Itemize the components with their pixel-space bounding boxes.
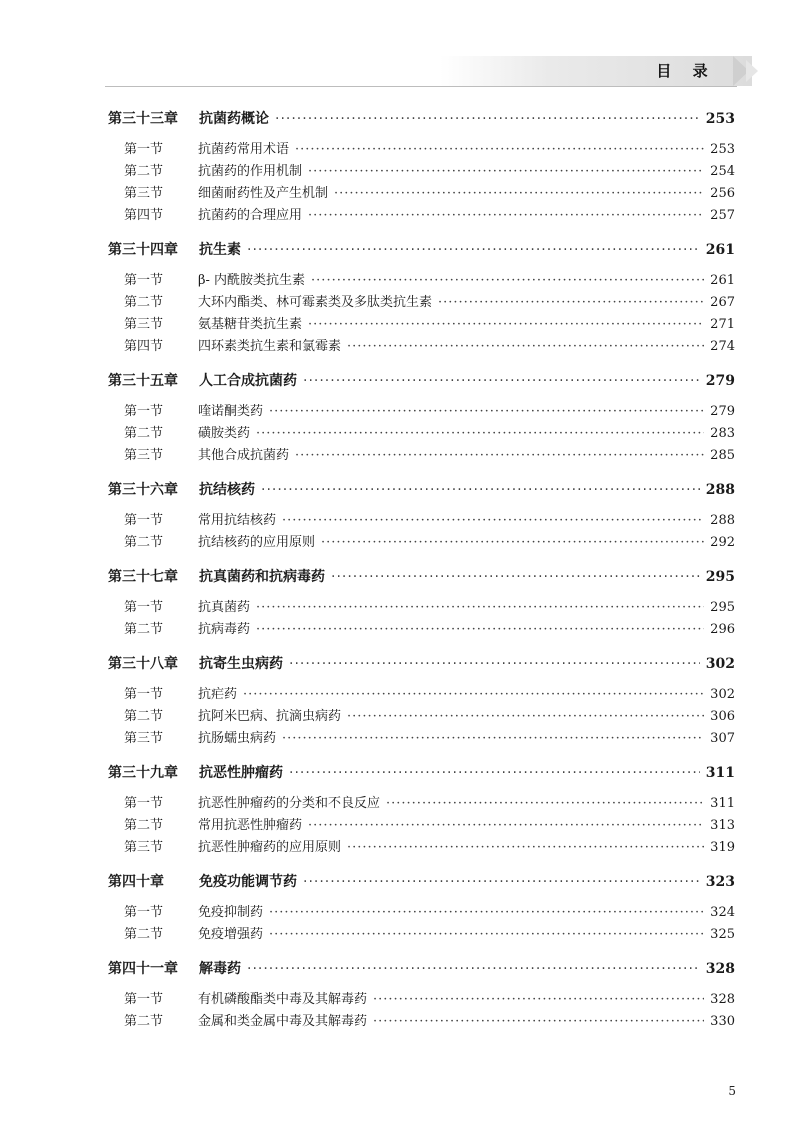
section-number: 第一节 <box>124 273 164 288</box>
chapter-title: 抗生素 <box>199 242 241 258</box>
section-entry[interactable] <box>108 597 735 619</box>
tab-arrow-highlight-icon <box>746 60 758 82</box>
dot-leader <box>303 368 700 394</box>
chapter-number: 第三十八章 <box>108 656 178 672</box>
section-page: 307 <box>710 731 735 746</box>
section-title: 有机磷酸酯类中毒及其解毒药 <box>198 992 368 1007</box>
section-number: 第二节 <box>124 535 164 550</box>
dot-leader <box>295 445 704 467</box>
section-entry[interactable] <box>108 815 735 837</box>
section-entry[interactable] <box>108 139 735 161</box>
section-number: 第二节 <box>124 709 164 724</box>
dot-leader <box>289 760 700 786</box>
chapter-page: 302 <box>705 656 735 672</box>
section-page: 271 <box>710 317 735 332</box>
chapter-title: 人工合成抗菌药 <box>199 373 297 389</box>
dot-leader <box>308 815 704 837</box>
section-entry[interactable] <box>108 837 735 859</box>
section-title: 大环内酯类、林可霉素类及多肽类抗生素 <box>198 295 433 310</box>
section-title: 抗恶性肿瘤药的分类和不良反应 <box>198 796 381 811</box>
chapter-entry[interactable] <box>108 477 735 503</box>
chapter-entry[interactable] <box>108 651 735 677</box>
dot-leader <box>438 292 704 314</box>
section-page: 285 <box>710 448 735 463</box>
section-title: 常用抗结核药 <box>198 513 277 528</box>
section-entry[interactable] <box>108 728 735 750</box>
page-number: 5 <box>728 1084 736 1098</box>
section-number: 第一节 <box>124 905 164 920</box>
section-number: 第一节 <box>124 992 164 1007</box>
chapter-title: 抗结核药 <box>199 482 255 498</box>
section-number: 第一节 <box>124 142 164 157</box>
chapter-block <box>108 237 735 358</box>
chapter-number: 第三十七章 <box>108 569 178 585</box>
dot-leader <box>347 706 704 728</box>
section-number: 第一节 <box>124 404 164 419</box>
section-number: 第一节 <box>124 600 164 615</box>
dot-leader <box>269 924 704 946</box>
dot-leader <box>308 314 704 336</box>
section-number: 第四节 <box>124 208 164 223</box>
section-number: 第三节 <box>124 448 164 463</box>
section-page: 283 <box>710 426 735 441</box>
chapter-title: 抗菌药概论 <box>199 111 269 127</box>
section-entry[interactable] <box>108 270 735 292</box>
section-entry[interactable] <box>108 183 735 205</box>
section-title: 免疫增强药 <box>198 927 264 942</box>
section-number: 第三节 <box>124 731 164 746</box>
section-title: 抗菌药的作用机制 <box>198 164 303 179</box>
dot-leader <box>256 597 704 619</box>
dot-leader <box>321 532 704 554</box>
section-page: 256 <box>710 186 735 201</box>
section-title: 其他合成抗菌药 <box>198 448 290 463</box>
section-page: 254 <box>710 164 735 179</box>
section-page: 311 <box>710 796 735 811</box>
section-entry[interactable] <box>108 205 735 227</box>
chapter-block <box>108 368 735 467</box>
chapter-number: 第四十章 <box>108 874 164 890</box>
section-number: 第四节 <box>124 339 164 354</box>
section-page: 330 <box>710 1014 735 1029</box>
chapter-number: 第四十一章 <box>108 961 178 977</box>
section-page: 253 <box>710 142 735 157</box>
chapter-title: 解毒药 <box>199 961 241 977</box>
section-entry[interactable] <box>108 445 735 467</box>
chapter-page: 253 <box>705 111 735 127</box>
section-entry[interactable] <box>108 619 735 641</box>
dot-leader <box>311 270 704 292</box>
section-number: 第一节 <box>124 687 164 702</box>
chapter-page: 279 <box>705 373 735 389</box>
section-page: 325 <box>710 927 735 942</box>
section-entry[interactable] <box>108 1011 735 1033</box>
section-entry[interactable] <box>108 793 735 815</box>
section-page: 257 <box>710 208 735 223</box>
chapter-page: 295 <box>705 569 735 585</box>
chapter-page: 323 <box>705 874 735 890</box>
chapter-block <box>108 651 735 750</box>
section-title: 常用抗恶性肿瘤药 <box>198 818 303 833</box>
chapter-block <box>108 477 735 554</box>
section-entry[interactable] <box>108 314 735 336</box>
chapter-number: 第三十五章 <box>108 373 178 389</box>
chapter-title: 抗真菌药和抗病毒药 <box>199 569 325 585</box>
section-title: 细菌耐药性及产生机制 <box>198 186 329 201</box>
chapter-entry[interactable] <box>108 760 735 786</box>
dot-leader <box>303 869 700 895</box>
section-page: 267 <box>710 295 735 310</box>
header-rule <box>105 86 737 87</box>
dot-leader <box>334 183 704 205</box>
section-number: 第二节 <box>124 164 164 179</box>
dot-leader <box>275 106 700 132</box>
section-page: 274 <box>710 339 735 354</box>
dot-leader <box>243 684 704 706</box>
dot-leader <box>373 1011 704 1033</box>
section-entry[interactable] <box>108 902 735 924</box>
chapter-number: 第三十三章 <box>108 111 178 127</box>
section-page: 302 <box>710 687 735 702</box>
section-title: 四环素类抗生素和氯霉素 <box>198 339 342 354</box>
section-number: 第二节 <box>124 426 164 441</box>
section-entry[interactable] <box>108 401 735 423</box>
section-title: 磺胺类药 <box>198 426 251 441</box>
dot-leader <box>247 956 700 982</box>
dot-leader <box>247 237 700 263</box>
section-page: 261 <box>710 273 735 288</box>
section-number: 第二节 <box>124 622 164 637</box>
section-number: 第二节 <box>124 295 164 310</box>
header-title: 目 录 <box>656 62 716 80</box>
section-page: 288 <box>710 513 735 528</box>
section-page: 296 <box>710 622 735 637</box>
dot-leader <box>347 837 704 859</box>
chapter-page: 261 <box>705 242 735 258</box>
chapter-block <box>108 564 735 641</box>
section-entry[interactable] <box>108 510 735 532</box>
chapter-block <box>108 869 735 946</box>
chapter-entry[interactable] <box>108 956 735 982</box>
section-number: 第一节 <box>124 796 164 811</box>
section-number: 第三节 <box>124 840 164 855</box>
dot-leader <box>289 651 700 677</box>
section-title: 抗疟药 <box>198 687 238 702</box>
dot-leader <box>331 564 700 590</box>
section-entry[interactable] <box>108 161 735 183</box>
section-title: 抗菌药的合理应用 <box>198 208 303 223</box>
chapter-entry[interactable] <box>108 564 735 590</box>
section-entry[interactable] <box>108 336 735 358</box>
section-number: 第二节 <box>124 818 164 833</box>
section-entry[interactable] <box>108 684 735 706</box>
section-title: 金属和类金属中毒及其解毒药 <box>198 1014 368 1029</box>
dot-leader <box>282 728 704 750</box>
section-page: 279 <box>710 404 735 419</box>
dot-leader <box>373 989 704 1011</box>
section-title: 免疫抑制药 <box>198 905 264 920</box>
dot-leader <box>282 510 704 532</box>
section-page: 295 <box>710 600 735 615</box>
section-entry[interactable] <box>108 292 735 314</box>
chapter-title: 抗寄生虫病药 <box>199 656 283 672</box>
chapter-entry[interactable] <box>108 869 735 895</box>
section-entry[interactable] <box>108 989 735 1011</box>
chapter-number: 第三十六章 <box>108 482 178 498</box>
chapter-entry[interactable] <box>108 368 735 394</box>
dot-leader <box>261 477 700 503</box>
chapter-title: 抗恶性肿瘤药 <box>199 765 283 781</box>
chapter-block <box>108 106 735 227</box>
section-page: 306 <box>710 709 735 724</box>
section-title: 抗菌药常用术语 <box>198 142 290 157</box>
dot-leader <box>269 401 704 423</box>
section-number: 第三节 <box>124 317 164 332</box>
section-title: 抗真菌药 <box>198 600 251 615</box>
section-title: 抗病毒药 <box>198 622 251 637</box>
section-entry[interactable] <box>108 706 735 728</box>
section-number: 第二节 <box>124 1014 164 1029</box>
section-entry[interactable] <box>108 924 735 946</box>
chapter-block <box>108 760 735 859</box>
dot-leader <box>269 902 704 924</box>
dot-leader <box>347 336 704 358</box>
chapter-number: 第三十九章 <box>108 765 178 781</box>
section-entry[interactable] <box>108 532 735 554</box>
section-page: 328 <box>710 992 735 1007</box>
section-entry[interactable] <box>108 423 735 445</box>
section-title: 抗肠蠕虫病药 <box>198 731 277 746</box>
chapter-page: 328 <box>705 961 735 977</box>
chapter-entry[interactable] <box>108 237 735 263</box>
section-number: 第一节 <box>124 513 164 528</box>
dot-leader <box>386 793 704 815</box>
section-page: 313 <box>710 818 735 833</box>
dot-leader <box>308 205 704 227</box>
chapter-entry[interactable] <box>108 106 735 132</box>
section-title: 抗恶性肿瘤药的应用原则 <box>198 840 342 855</box>
section-title: β- 内酰胺类抗生素 <box>198 273 306 288</box>
chapter-block <box>108 956 735 1033</box>
dot-leader <box>295 139 704 161</box>
dot-leader <box>256 619 704 641</box>
chapter-page: 288 <box>705 482 735 498</box>
section-number: 第三节 <box>124 186 164 201</box>
section-title: 抗结核药的应用原则 <box>198 535 316 550</box>
dot-leader <box>308 161 704 183</box>
section-title: 抗阿米巴病、抗滴虫病药 <box>198 709 342 724</box>
section-number: 第二节 <box>124 927 164 942</box>
section-title: 氨基糖苷类抗生素 <box>198 317 303 332</box>
chapter-number: 第三十四章 <box>108 242 178 258</box>
section-page: 292 <box>710 535 735 550</box>
chapter-page: 311 <box>705 765 735 781</box>
table-of-contents <box>108 106 735 1043</box>
section-page: 324 <box>710 905 735 920</box>
dot-leader <box>256 423 704 445</box>
section-page: 319 <box>710 840 735 855</box>
section-title: 喹诺酮类药 <box>198 404 264 419</box>
chapter-title: 免疫功能调节药 <box>199 874 297 890</box>
